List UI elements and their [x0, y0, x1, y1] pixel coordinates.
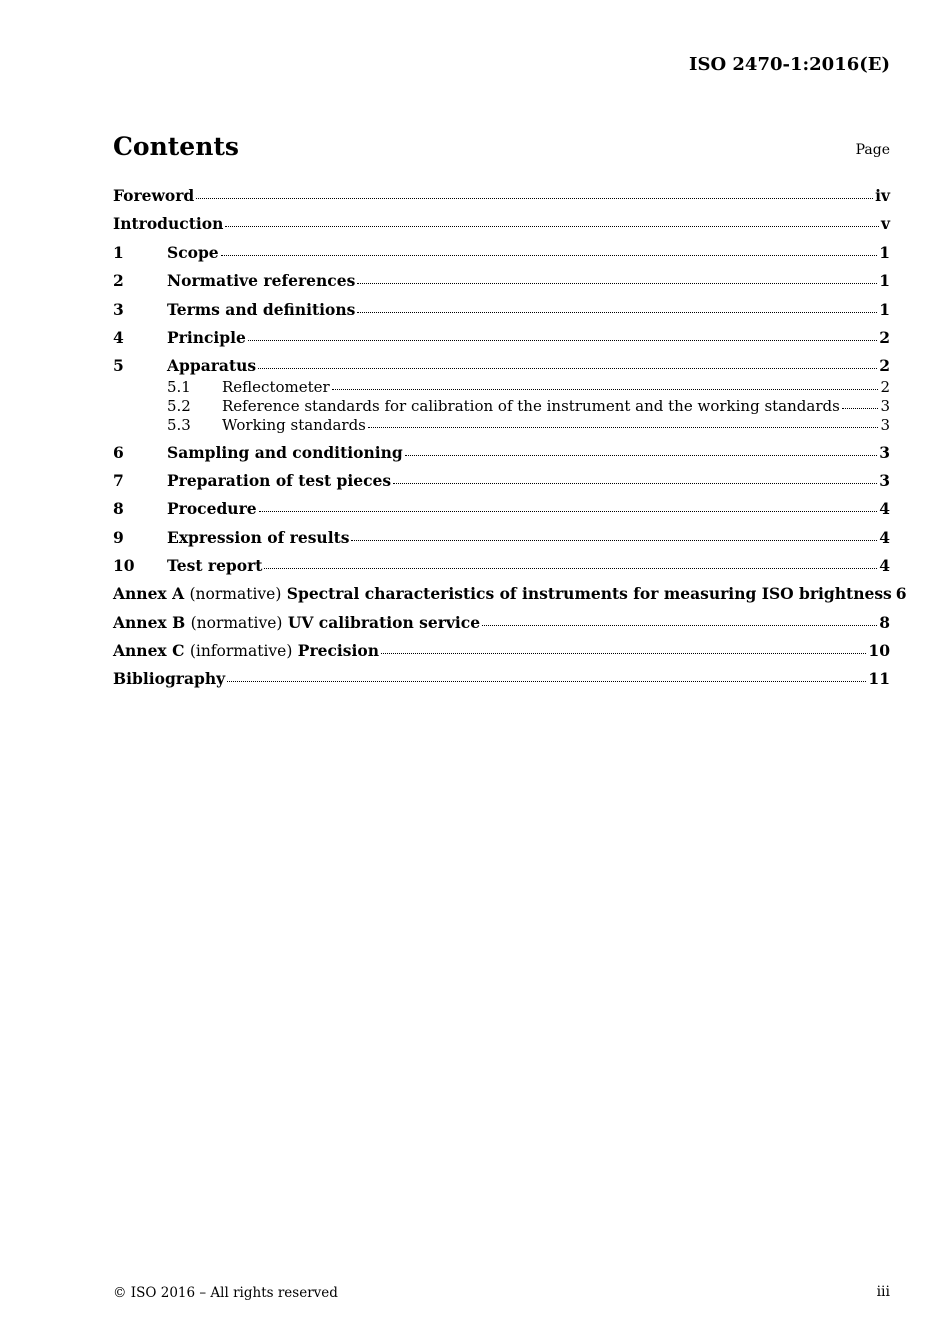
dot-leader: [225, 214, 879, 227]
toc-entry[interactable]: [113, 186, 890, 206]
toc-page-number: 3: [880, 416, 890, 434]
dot-leader: [351, 528, 877, 541]
toc-page-number: 6: [895, 584, 907, 603]
toc-subentry[interactable]: [113, 415, 890, 435]
toc-entry[interactable]: [113, 528, 890, 548]
toc-entry[interactable]: [113, 499, 890, 519]
toc-entry-title: Apparatus: [167, 356, 257, 375]
dot-leader: [196, 186, 873, 199]
dot-leader: [332, 377, 879, 390]
toc-entry-title: [113, 641, 379, 661]
toc-entry-title: Working standards: [222, 416, 366, 434]
toc-page-number: iv: [875, 186, 890, 205]
toc-page-number: 2: [880, 378, 890, 396]
toc-entry-number: 10: [113, 556, 135, 575]
toc-entry-number: 2: [113, 271, 124, 290]
dot-leader: [227, 669, 866, 682]
toc-page-number: 11: [868, 669, 890, 688]
toc-entry-title: Reflectometer: [222, 378, 330, 396]
dot-leader: [405, 443, 877, 456]
toc-page-number: 8: [879, 613, 890, 632]
toc-entry[interactable]: [113, 669, 890, 689]
toc-entry-title: Procedure: [167, 499, 257, 518]
toc-page-number: 3: [879, 443, 890, 462]
annex-label: Annex B: [113, 613, 186, 632]
toc-entry-number: 7: [113, 471, 124, 490]
annex-type: (normative): [190, 614, 283, 632]
dot-leader: [258, 356, 877, 369]
toc-page-number: 4: [879, 556, 890, 575]
toc-entry-title: Normative references: [167, 271, 356, 290]
toc-entry[interactable]: [113, 328, 890, 348]
toc-entry-title: [113, 613, 480, 633]
toc-entry-title: [113, 584, 892, 604]
annex-type: (normative): [189, 585, 282, 603]
toc-entry[interactable]: [113, 243, 890, 263]
toc-entry-title: Foreword: [113, 186, 195, 205]
toc-entry[interactable]: [113, 214, 890, 234]
annex-label: Annex C: [113, 641, 185, 660]
toc-entry-number: 6: [113, 443, 124, 462]
annex-title: Precision: [297, 641, 380, 660]
toc-page-number: 2: [879, 356, 890, 375]
toc-page-number: 4: [879, 528, 890, 547]
toc-entry-number: 9: [113, 528, 124, 547]
toc-entry-title: Introduction: [113, 214, 224, 233]
toc-entry-title: Reference standards for calibration of the instrument and the working standards: [222, 397, 840, 415]
toc-entry[interactable]: [113, 584, 907, 604]
toc-entry-title: Sampling and conditioning: [167, 443, 403, 462]
toc-entry-title: Expression of results: [167, 528, 350, 547]
dot-leader: [357, 271, 877, 284]
toc-page-number: 1: [879, 271, 890, 290]
dot-leader: [248, 328, 877, 341]
toc-entry[interactable]: [113, 356, 890, 376]
toc-entry-title: Principle: [167, 328, 246, 347]
toc-entry[interactable]: [113, 556, 890, 576]
toc-page-number: 3: [879, 471, 890, 490]
dot-leader: [368, 415, 879, 428]
toc-entry[interactable]: [113, 471, 890, 491]
toc-entry-number: 5.2: [167, 397, 191, 415]
document-id: ISO 2470-1:2016(E): [689, 54, 890, 75]
dot-leader: [482, 613, 877, 626]
toc-entry-number: 4: [113, 328, 124, 347]
toc-entry-title: Test report: [167, 556, 263, 575]
toc-page-number: 1: [879, 243, 890, 262]
footer-page-number: iii: [876, 1284, 890, 1300]
annex-title: Spectral characteristics of instruments for measuring ISO brightness: [286, 584, 892, 603]
annex-title: UV calibration service: [287, 613, 481, 632]
toc-entry-number: 8: [113, 499, 124, 518]
toc-entry[interactable]: [113, 641, 890, 661]
toc-subentry[interactable]: [113, 396, 890, 416]
toc-entry-number: 5: [113, 356, 124, 375]
toc-entry[interactable]: [113, 613, 890, 633]
toc-entry-title: Scope: [167, 243, 219, 262]
toc-page-number: 2: [879, 328, 890, 347]
dot-leader: [221, 243, 878, 256]
toc-page-number: 3: [880, 397, 890, 415]
toc-entry-title: Terms and definitions: [167, 300, 356, 319]
toc-page-number: 10: [868, 641, 890, 660]
toc-page-number: 1: [879, 300, 890, 319]
toc-entry[interactable]: [113, 271, 890, 291]
toc-entry-number: 5.3: [167, 416, 191, 434]
contents-heading: Contents: [113, 132, 240, 161]
footer-copyright: © ISO 2016 – All rights reserved: [113, 1285, 338, 1301]
dot-leader: [393, 471, 877, 484]
annex-type: (informative): [189, 642, 293, 660]
toc-page-number: v: [880, 214, 890, 233]
toc-entry-number: 5.1: [167, 378, 191, 396]
dot-leader: [264, 556, 877, 569]
toc-entry[interactable]: [113, 443, 890, 463]
dot-leader: [259, 499, 878, 512]
dot-leader: [842, 396, 879, 409]
toc-page-number: 4: [879, 499, 890, 518]
toc-entry-number: 1: [113, 243, 124, 262]
toc-subentry[interactable]: [113, 377, 890, 397]
page-column-label: Page: [855, 142, 890, 158]
dot-leader: [381, 641, 866, 654]
toc-entry-number: 3: [113, 300, 124, 319]
dot-leader: [357, 300, 877, 313]
toc-entry[interactable]: [113, 300, 890, 320]
toc-entry-title: Preparation of test pieces: [167, 471, 392, 490]
toc-entry-title: Bibliography: [113, 669, 226, 688]
annex-label: Annex A: [113, 584, 185, 603]
